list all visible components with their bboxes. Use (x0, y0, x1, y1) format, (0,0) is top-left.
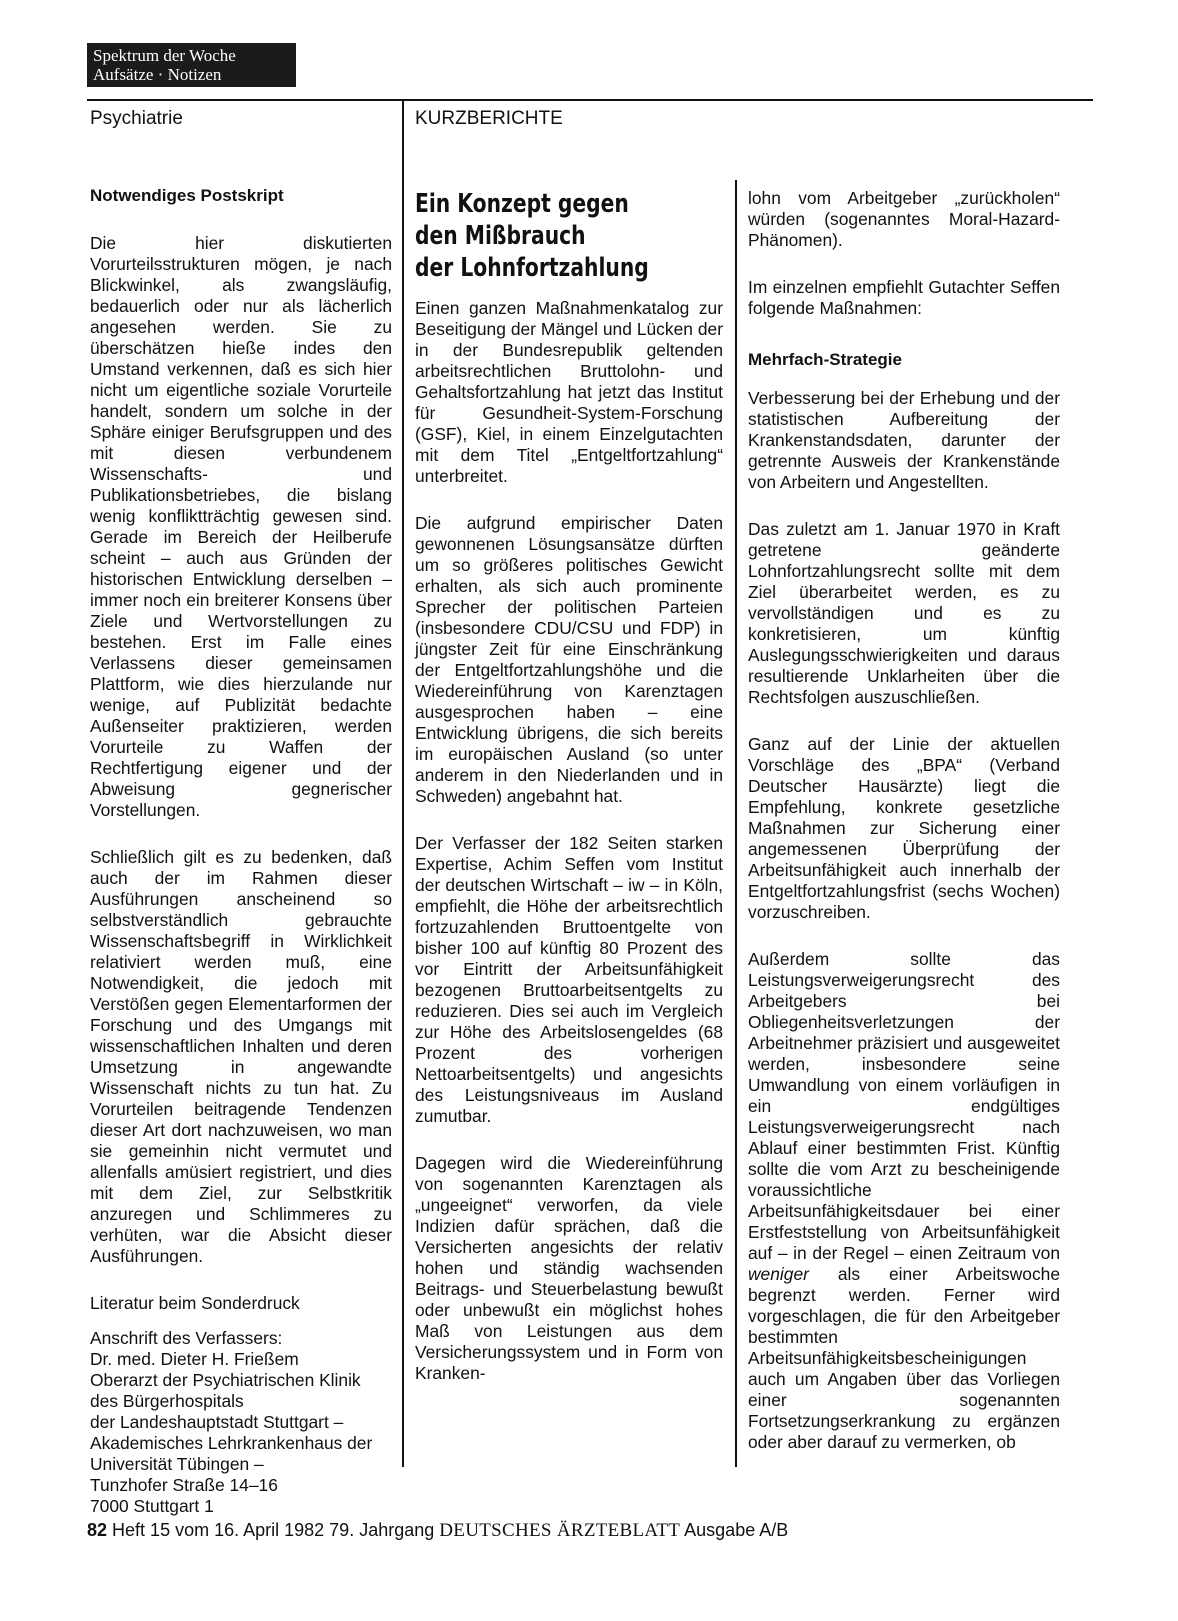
paragraph: Verbesserung bei der Erhebung und der statistischen Aufbereitung der Krankenstandsdaten, darunter der getrennte Ausweis der Krankenstände von Arbeitern und Angestellten. (748, 388, 1060, 492)
paragraph: Die aufgrund empirischer Daten gewonnenen Lösungsansätze dürften um so größeres politisches Gewicht erhalten, als sich auch prominente Sprecher der politischen Parteien (insbesondere CDU/CSU und FDP) in jüngster Zeit für eine Einschränkung der Entgeltfortzahlungshöhe und die Wiedereinführung von Karenztagen ausgesprochen haben – eine Entwicklung übrigens, die sich bereits im europäischen Ausland (so unter anderem in den Niederlanden und in Schweden) angebahnt hat. (415, 513, 723, 806)
paragraph: Ganz auf der Linie der aktuellen Vorschläge des „BPA“ (Verband Deutscher Hausärzte) liegt die Empfehlung, konkrete gesetzliche Maßnahmen zur Sicherung einer angemessenen Überprüfung der Arbeitsunfähigkeit auch innerhalb der Entgeltfortzahlungsfrist (sechs Wochen) vorzuschreiben. (748, 734, 1060, 922)
magazine-name: DEUTSCHES ÄRZTEBLATT (439, 1520, 681, 1541)
section-label-psychiatrie: Psychiatrie (90, 108, 183, 129)
address-line: Oberarzt der Psychiatrischen Klinik (90, 1370, 361, 1390)
address-line: Akademisches Lehrkrankenhaus der (90, 1433, 373, 1453)
title-line: Ein Konzept gegen (415, 189, 629, 219)
text-run: Außerdem sollte das Leistungsverweigerungsrecht des Arbeitgebers bei Obliegenheitsverletzungen der Arbeitnehmer präzisiert und ausgeweitet werden, insbesondere seine Umwandlung von einem vorläufigen in ein endgültiges Leistungsverweigerungsrecht nach Ablauf einer bestimmten Frist. Künftig sollte die vom Arzt zu bescheinigende voraussichtliche Arbeitsunfähigkeitsdauer bei einer Erstfeststellung von Arbeitsunfähigkeit auf – in der Regel – einen Zeitraum von (748, 949, 1060, 1263)
address-line: Universität Tübingen – (90, 1454, 264, 1474)
section-subheading: Mehrfach-Strategie (748, 350, 902, 369)
address-line: Dr. med. Dieter H. Frießem (90, 1349, 299, 1369)
column-divider (735, 180, 737, 1467)
article-subheading: Notwendiges Postskript (90, 186, 284, 205)
left-column (90, 185, 392, 1517)
right-column (748, 188, 1060, 1453)
paragraph (748, 949, 1060, 1453)
article-title (415, 188, 655, 284)
author-address (90, 1328, 392, 1517)
paragraph: Einen ganzen Maßnahmenkatalog zur Beseitigung der Mängel und Lücken der in der Bundesrepublik geltenden arbeitsrechtlichen Bruttolohn- und Gehaltsfortzahlung hat jetzt das Institut für Gesundheit-System-Forschung (GSF), Kiel, in einem Einzelgutachten mit dem Titel „Entgeltfortzahlung“ unterbreitet. (415, 298, 723, 486)
paragraph: Im einzelnen empfiehlt Gutachter Seffen folgende Maßnahmen: (748, 277, 1060, 318)
address-line: Tunzhofer Straße 14–16 (90, 1475, 278, 1495)
address-line: Anschrift des Verfassers: (90, 1328, 283, 1348)
paragraph: Dagegen wird die Wiedereinführung von sogenannten Karenztagen als „ungeeignet“ verworfen, da viele Indizien dafür sprächen, daß die Versicherten angesichts der relativ hohen und ständig wachsenden Beitrags- und Steuerbelastung bewußt oder unbewußt ein möglichst hohes Maß von Leistungen aus dem Versicherungssystem und in Form von Kranken- (415, 1153, 723, 1383)
paragraph: Der Verfasser der 182 Seiten starken Expertise, Achim Seffen vom Institut der deutschen Wirtschaft – iw – in Köln, empfiehlt, die Höhe der arbeitsrechtlich fortzuzahlenden Bruttoentgelte von bisher 100 auf künftig 80 Prozent des vor Eintritt der Arbeitsunfähigkeit bezogenen Bruttoarbeitsentgelts zu reduzieren. Dies sei auch im Vergleich zur Höhe des Arbeitslosengeldes (68 Prozent des vorherigen Nettoarbeitsentgelts) und angesichts des Leistungsniveaus im Ausland zumutbar. (415, 833, 723, 1126)
title-line: der Lohnfortzahlung (415, 253, 649, 283)
page-number: 82 (87, 1520, 108, 1540)
emphasis: weniger (748, 1264, 809, 1284)
title-line: den Mißbrauch (415, 221, 586, 251)
header-line-2: Aufsätze · Notizen (93, 65, 222, 84)
address-line: 7000 Stuttgart 1 (90, 1496, 214, 1516)
header-line-1: Spektrum der Woche (93, 46, 236, 65)
page-footer (87, 1520, 788, 1542)
column-divider (402, 99, 404, 1467)
section-header-box (87, 43, 296, 87)
paragraph: lohn vom Arbeitgeber „zurückholen“ würden (sogenanntes Moral-Hazard-Phänomen). (748, 188, 1060, 250)
issue-info: Heft 15 vom 16. April 1982 79. Jahrgang (112, 1520, 435, 1540)
edition: Ausgabe A/B (684, 1520, 789, 1540)
paragraph: Das zuletzt am 1. Januar 1970 in Kraft getretene geänderte Lohnfortzahlungsrecht sollte mit dem Ziel überarbeitet werden, es zu vervollständigen und es zu konkretisieren, um künftig Auslegungsschwierigkeiten und daraus resultierende Unklarheiten über die Rechtsfolgen auszuschließen. (748, 519, 1060, 707)
section-label-kurzberichte: KURZBERICHTE (415, 108, 563, 129)
address-line: des Bürgerhospitals (90, 1391, 244, 1411)
paragraph: Schließlich gilt es zu bedenken, daß auch der im Rahmen dieser Ausführungen anscheinend so selbstverständlich gebrauchte Wissenschaftsbegriff in Wirklichkeit relativiert werden muß, eine Notwendigkeit, die jedoch mit Verstößen gegen Elementarformen der Forschung und des Umgangs mit wissenschaftlichen Inhalten und deren Umsetzung in angewandte Wissenschaft nichts zu tun hat. Zu Vorurteilen beitragende Tendenzen dieser Art dort nachzuweisen, wo man sie gemeinhin nicht vermutet und allenfalls amüsiert registriert, und dies mit dem Ziel, zur Selbstkritik anzuregen und Schlimmeres zu verhüten, war die Absicht dieser Ausführungen. (90, 847, 392, 1266)
literature-note: Literatur beim Sonderdruck (90, 1293, 300, 1313)
paragraph: Die hier diskutierten Vorurteilsstrukturen mögen, je nach Blickwinkel, als zwangsläufig, bedauerlich oder nur als lächerlich angesehen werden. Sie zu überschätzen hieße indes den Umstand verkennen, daß es sich hier nicht um eigentliche soziale Vorurteile handelt, sondern um solche in der Sphäre einiger Berufsgruppen und des mit diesen verbundenem Wissenschafts- und Publikationsbetriebes, die bislang wenig konfliktträchtig gewesen sind. Gerade im Bereich der Heilberufe scheint – auch aus Gründen der historischen Entwicklung derselben – immer noch ein breiterer Konsens über Ziele und Wertvorstellungen zu bestehen. Erst im Falle eines Verlassens dieser gemeinsamen Plattform, wie dies hierzulande nur wenige, auf Publizität bedachte Außenseiter praktizieren, werden Vorurteile zu Waffen der Rechtfertigung eigener und der Abweisung gegnerischer Vorstellungen. (90, 233, 392, 820)
address-line: der Landeshauptstadt Stuttgart – (90, 1412, 344, 1432)
top-rule (87, 99, 1093, 101)
text-run: als einer Arbeitswoche begrenzt werden. Ferner wird vorgeschlagen, die für den Arbeitgeber bestimmten Arbeitsunfähigkeitsbescheinigungen auch um Angaben über das Vorliegen einer sogenannten Fortsetzungserkrankung zu ergänzen oder aber darauf zu vermerken, ob (748, 1264, 1060, 1452)
middle-column (415, 188, 723, 1384)
